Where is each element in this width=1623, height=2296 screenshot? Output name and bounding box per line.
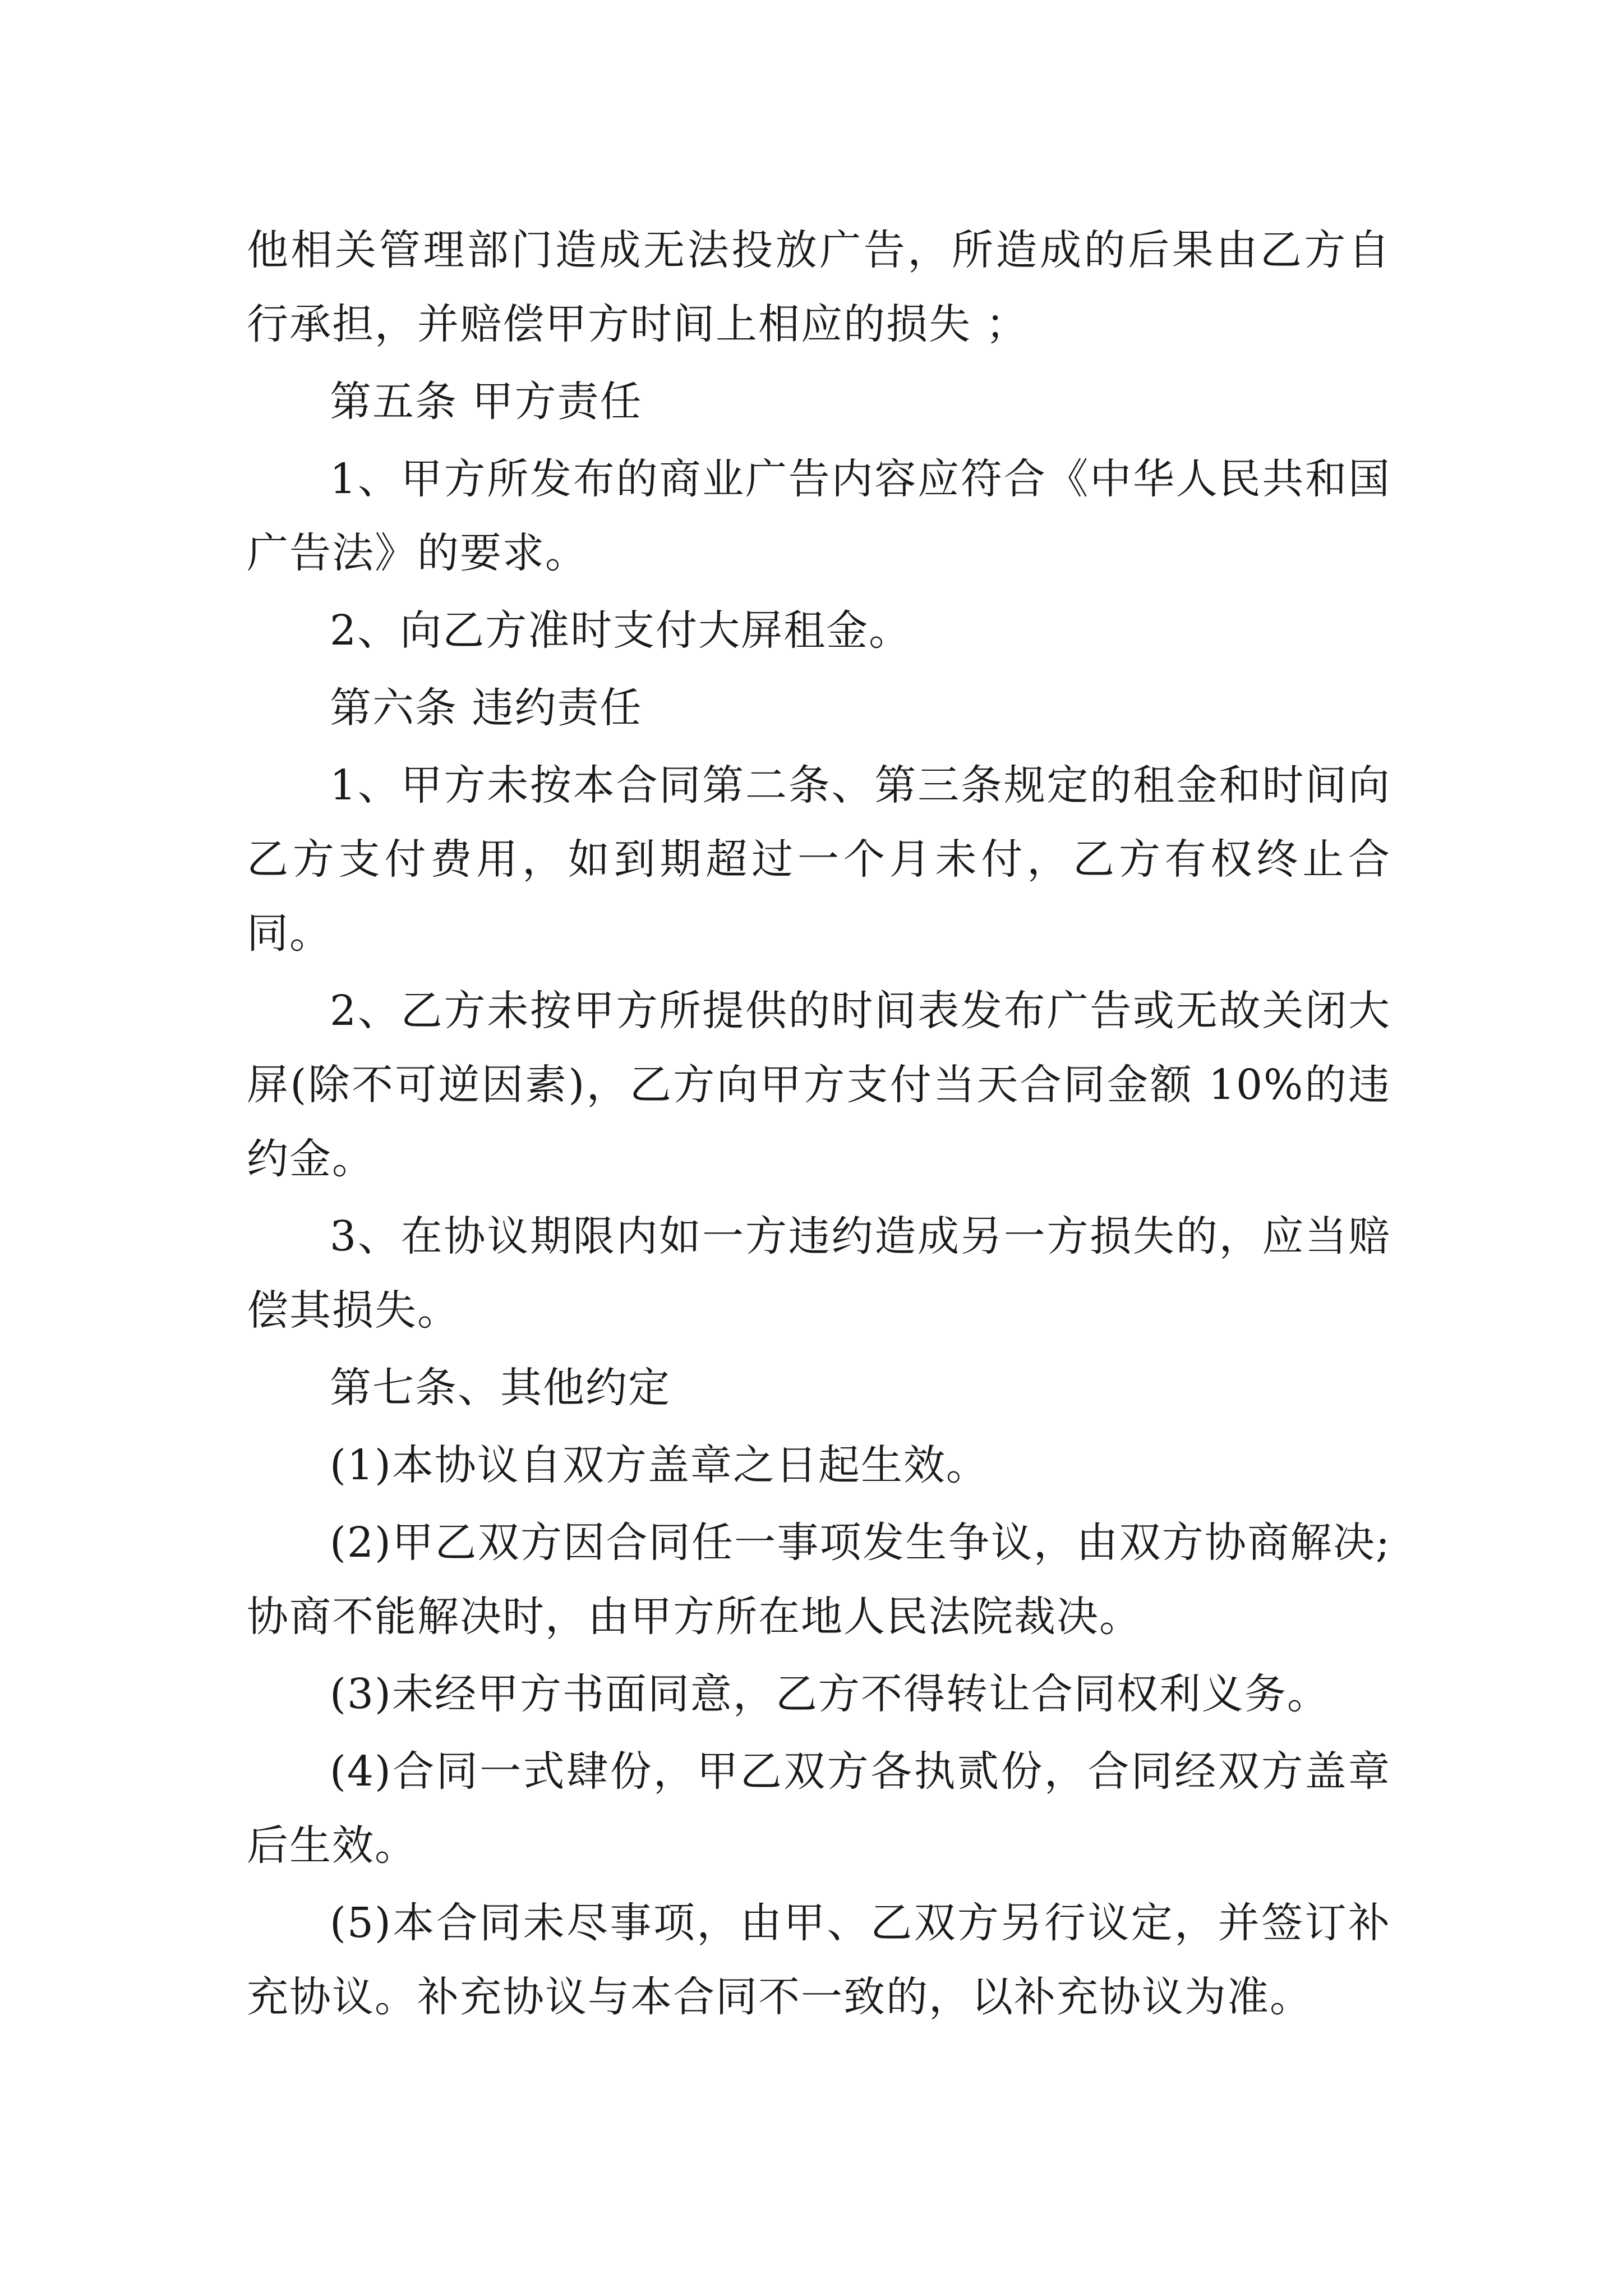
paragraph-article-5-item-2: 2、向乙方准时支付大屏租金。 <box>330 606 912 655</box>
paragraph-continuation: 他相关管理部门造成无法投放广告，所造成的后果由乙方自行承担，并赔偿甲方时间上相应的损失 ； <box>247 226 1391 348</box>
paragraph-article-6-item-2: 2、乙方未按甲方所提供的时间表发布广告或无故关闭大屏(除不可逆因素)，乙方向甲方支付当天合同金额 10%的违约金。 <box>247 987 1391 1183</box>
paragraph-article-5-item-1: 1、甲方所发布的商业广告内容应符合《中华人民共和国广告法》的要求。 <box>247 455 1391 577</box>
section-heading-article-7: 第七条、其他约定 <box>330 1364 671 1412</box>
document-body <box>247 213 1391 2037</box>
paragraph-article-7-item-5: (5)本合同未尽事项，由甲、乙双方另行议定，并签订补充协议。补充协议与本合同不一致的，以补充协议为准。 <box>247 1899 1391 2021</box>
paragraph-article-7-item-4: (4)合同一式肆份，甲乙双方各执贰份，合同经双方盖章后生效。 <box>247 1747 1391 1870</box>
section-heading-article-5: 第五条 甲方责任 <box>330 378 643 426</box>
paragraph-article-7-item-3: (3)未经甲方书面同意，乙方不得转让合同权利义务。 <box>330 1670 1330 1718</box>
paragraph-article-6-item-1: 1、甲方未按本合同第二条、第三条规定的租金和时间向乙方支付费用，如到期超过一个月未付，乙方有权终止合同。 <box>247 761 1391 958</box>
paragraph-article-7-item-2: (2)甲乙双方因合同任一事项发生争议，由双方协商解决;协商不能解决时，由甲方所在地人民法院裁决。 <box>247 1519 1391 1641</box>
paragraph-article-6-item-3: 3、在协议期限内如一方违约造成另一方损失的，应当赔偿其损失。 <box>247 1212 1391 1335</box>
paragraph-article-7-item-1: (1)本协议自双方盖章之日起生效。 <box>330 1441 989 1489</box>
section-heading-article-6: 第六条 违约责任 <box>330 684 643 732</box>
